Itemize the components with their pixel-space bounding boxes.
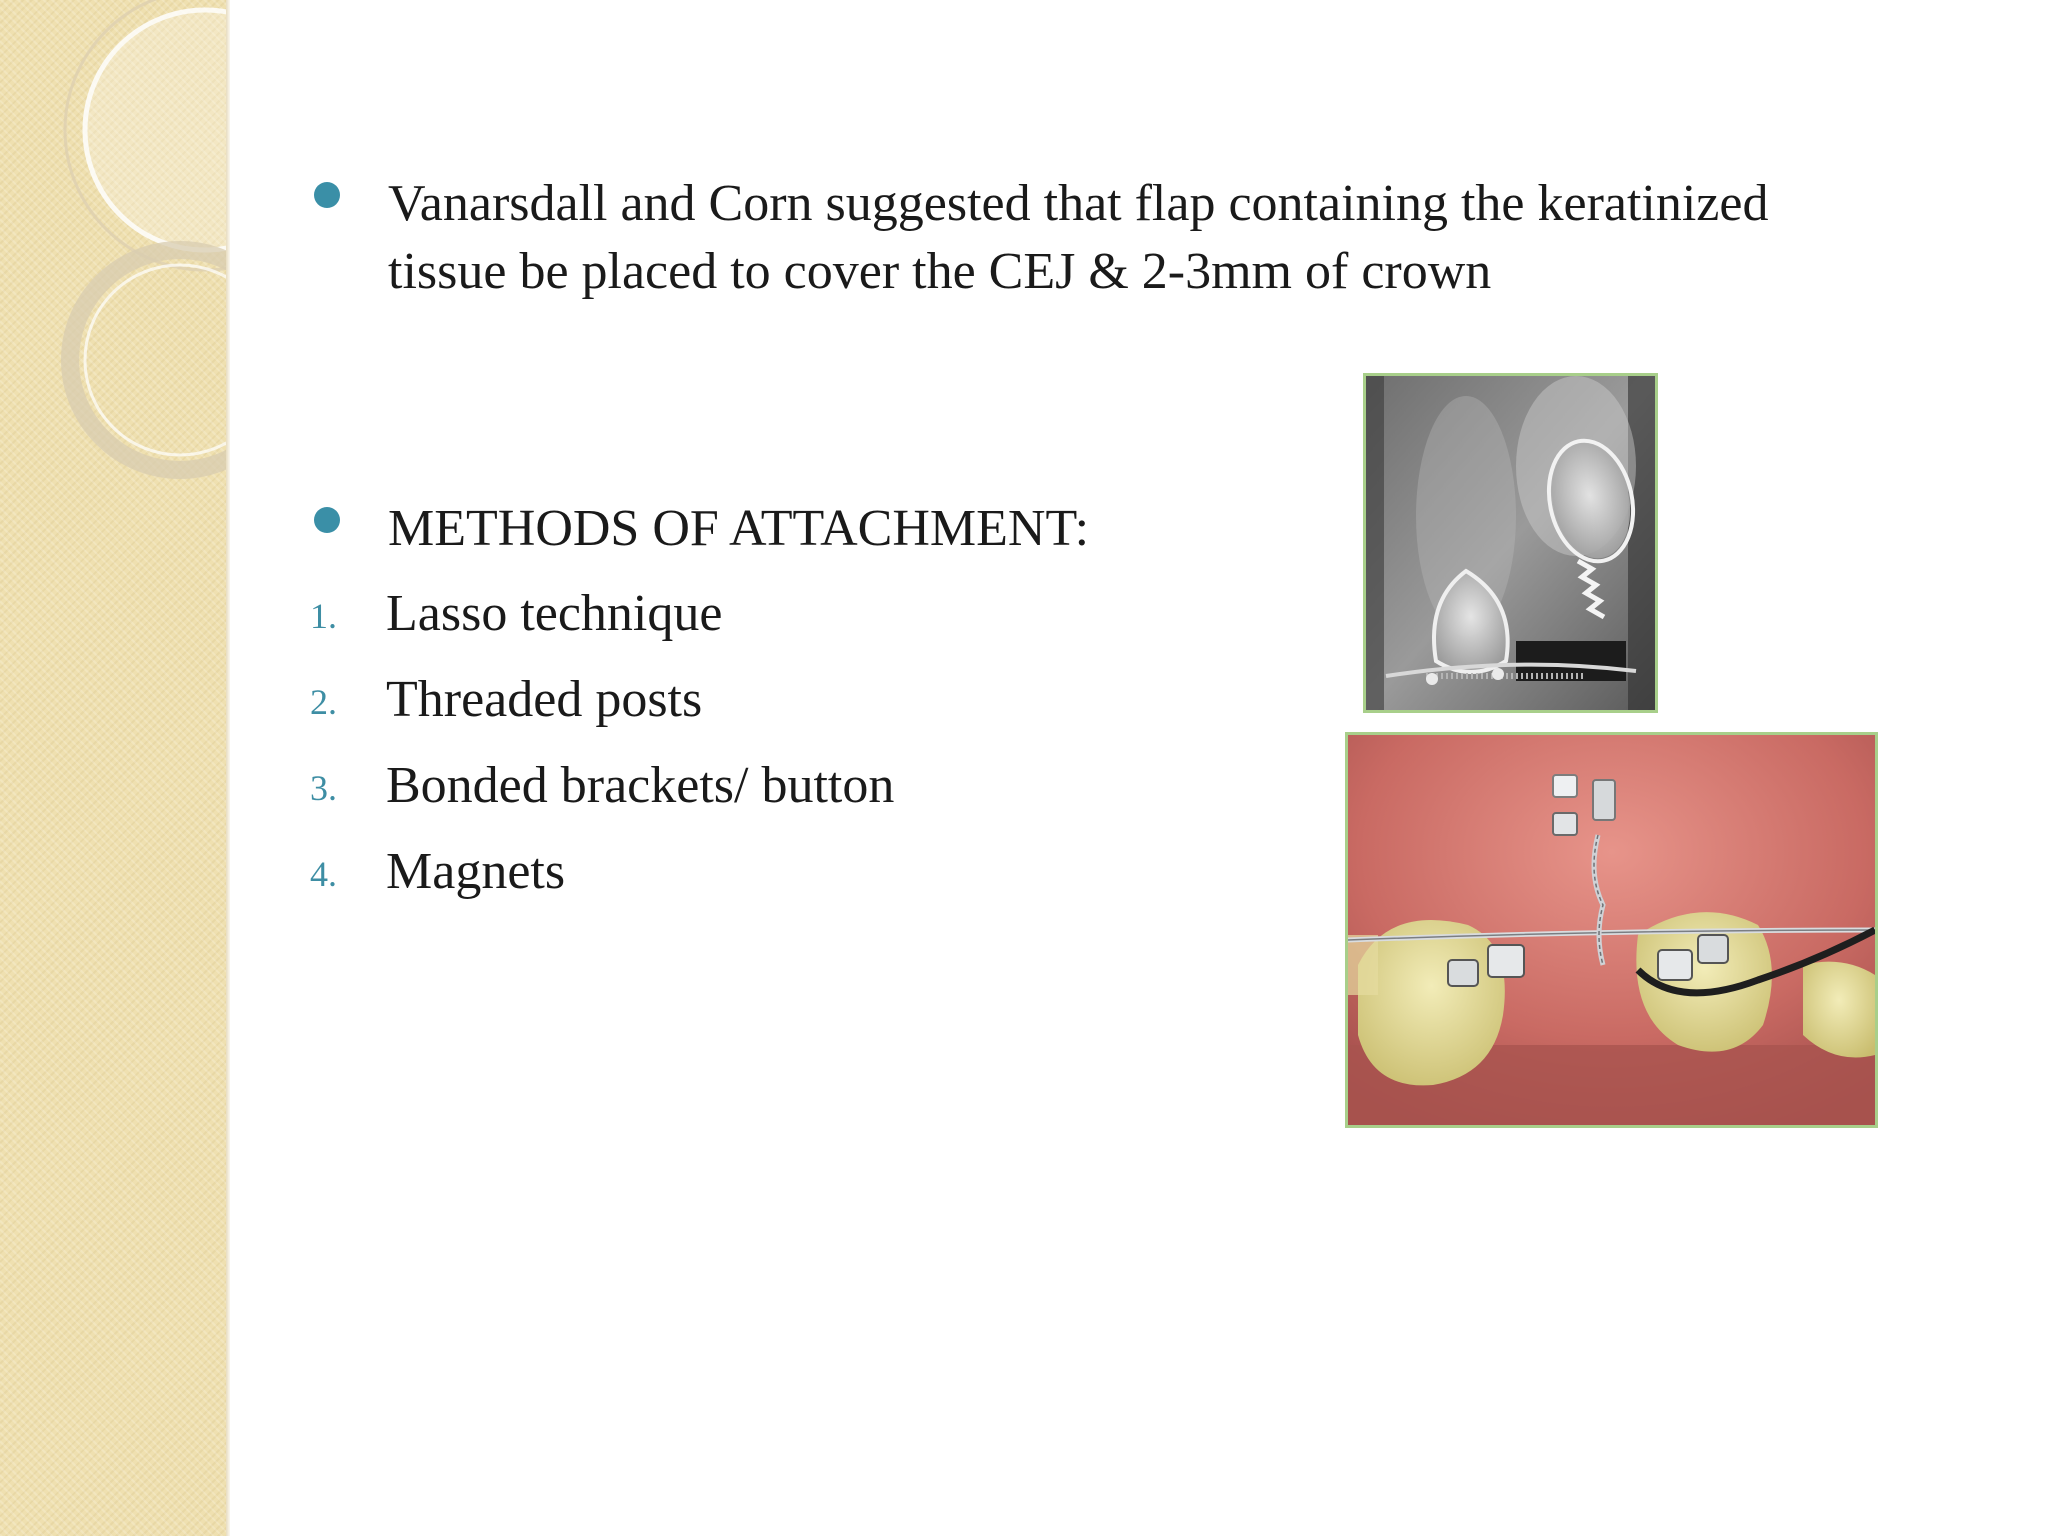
clinical-photo-graphic [1348, 735, 1875, 1125]
list-number: 2. [310, 682, 337, 722]
bullet1-line1: Vanarsdall and Corn suggested that flap containing the keratinized [388, 175, 1769, 232]
bullet-marker [314, 507, 340, 533]
list-item: Magnets [386, 843, 566, 900]
list-number: 3. [310, 768, 337, 808]
radiograph-image [1363, 373, 1658, 713]
list-number: 4. [310, 854, 337, 894]
decorative-side-band [0, 0, 228, 1536]
clinical-photo-image [1345, 732, 1878, 1128]
methods-heading: METHODS OF ATTACHMENT: [388, 500, 1090, 557]
radiograph-graphic [1366, 376, 1655, 710]
list-item: Bonded brackets/ button [386, 757, 895, 814]
decorative-rings [0, 0, 228, 520]
list-number: 1. [310, 596, 337, 636]
bullet1-line2: tissue be placed to cover the CEJ & 2-3mm of crown [388, 243, 1492, 300]
list-item: Lasso technique [386, 585, 723, 642]
list-item: Threaded posts [386, 671, 703, 728]
bullet-marker [314, 182, 340, 208]
band-edge [226, 0, 230, 1536]
